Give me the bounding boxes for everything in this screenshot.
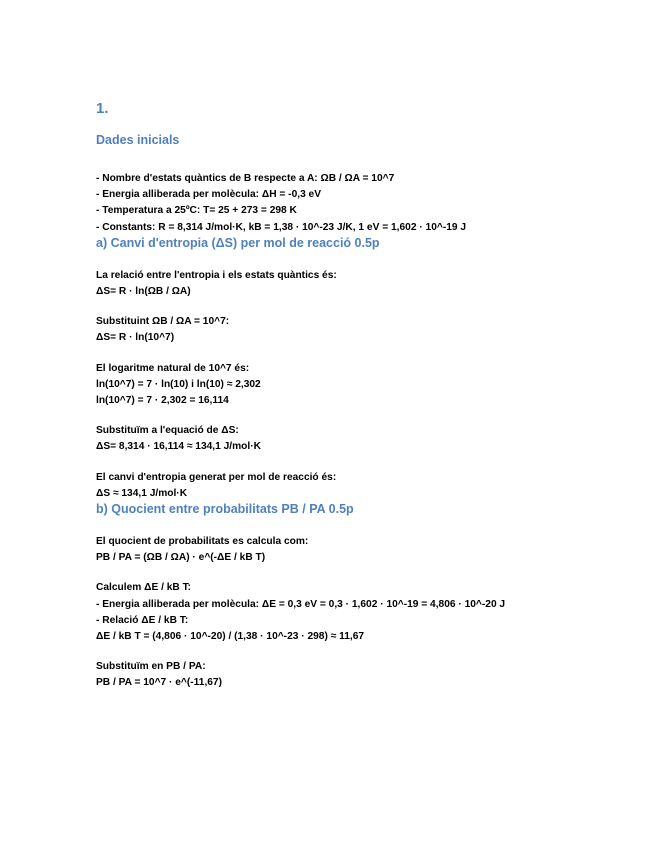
part-a-block <box>96 423 566 455</box>
text-line: Calculem ΔE / kB T: <box>96 582 192 594</box>
text-line: La relació entre l'entropia i els estats quàntics és: <box>96 269 337 281</box>
dades-line: - Constants: R = 8,314 J/mol·K, kB = 1,38 · 10^-23 J/K, 1 eV = 1,602 · 10^-19 J <box>96 221 467 233</box>
part-b-block <box>96 580 566 645</box>
dades-line: - Energia alliberada per molècula: ΔH = -0,3 eV <box>96 189 322 201</box>
formula-line: ΔS= 8,314 · 16,114 ≈ 134,1 J/mol·K <box>96 441 261 453</box>
dades-line: - Temperatura a 25ºC: T= 25 + 273 = 298 K <box>96 205 297 217</box>
formula-line: ΔE / kB T = (4,806 · 10^-20) / (1,38 · 10^-23 · 298) ≈ 11,67 <box>96 631 365 643</box>
formula-line: PB / PA = (ΩB / ΩA) · e^(-ΔE / kB T) <box>96 552 266 564</box>
part-a-block <box>96 470 566 502</box>
heading-part-b: b) Quocient entre probabilitats PB / PA 0.5p <box>96 502 354 517</box>
dades-line: - Nombre d'estats quàntics de B respecte a A: ΩB / ΩA = 10^7 <box>96 173 395 184</box>
text-line: Substituïm en PB / PA: <box>96 661 206 673</box>
heading-dades-inicials: Dades inicials <box>96 133 180 147</box>
document-body <box>96 100 566 692</box>
text-line: Substituïm a l'equació de ΔS: <box>96 425 239 437</box>
formula-line: - Energia alliberada per molècula: ΔE = 0,3 eV = 0,3 · 1,602 · 10^-19 = 4,806 · 10^-20 J <box>96 598 506 610</box>
part-a-block <box>96 361 566 410</box>
formula-line: PB / PA = 10^7 · e^(-11,67) <box>96 677 222 689</box>
part-b-block <box>96 659 566 691</box>
part-a-block <box>96 314 566 346</box>
text-line: El quocient de probabilitats es calcula com: <box>96 536 309 548</box>
section-number: 1. <box>96 100 109 117</box>
heading-part-a: a) Canvi d'entropia (ΔS) per mol de reacció 0.5p <box>96 235 380 250</box>
formula-line: ln(10^7) = 7 · 2,302 = 16,114 <box>96 395 229 407</box>
part-a-block <box>96 268 566 300</box>
text-line: El logaritme natural de 10^7 és: <box>96 362 250 374</box>
formula-line: ΔS ≈ 134,1 J/mol·K <box>96 487 188 499</box>
formula-line: ΔS= R · ln(ΩB / ΩA) <box>96 286 191 298</box>
formula-line: - Relació ΔE / kB T: <box>96 614 189 626</box>
dades-list <box>96 171 566 236</box>
formula-line: ΔS= R · ln(10^7) <box>96 332 175 344</box>
formula-line: ln(10^7) = 7 · ln(10) i ln(10) ≈ 2,302 <box>96 378 261 390</box>
part-b-block <box>96 534 566 566</box>
text-line: El canvi d'entropia generat per mol de reacció és: <box>96 471 337 483</box>
text-line: Substituint ΩB / ΩA = 10^7: <box>96 316 230 328</box>
